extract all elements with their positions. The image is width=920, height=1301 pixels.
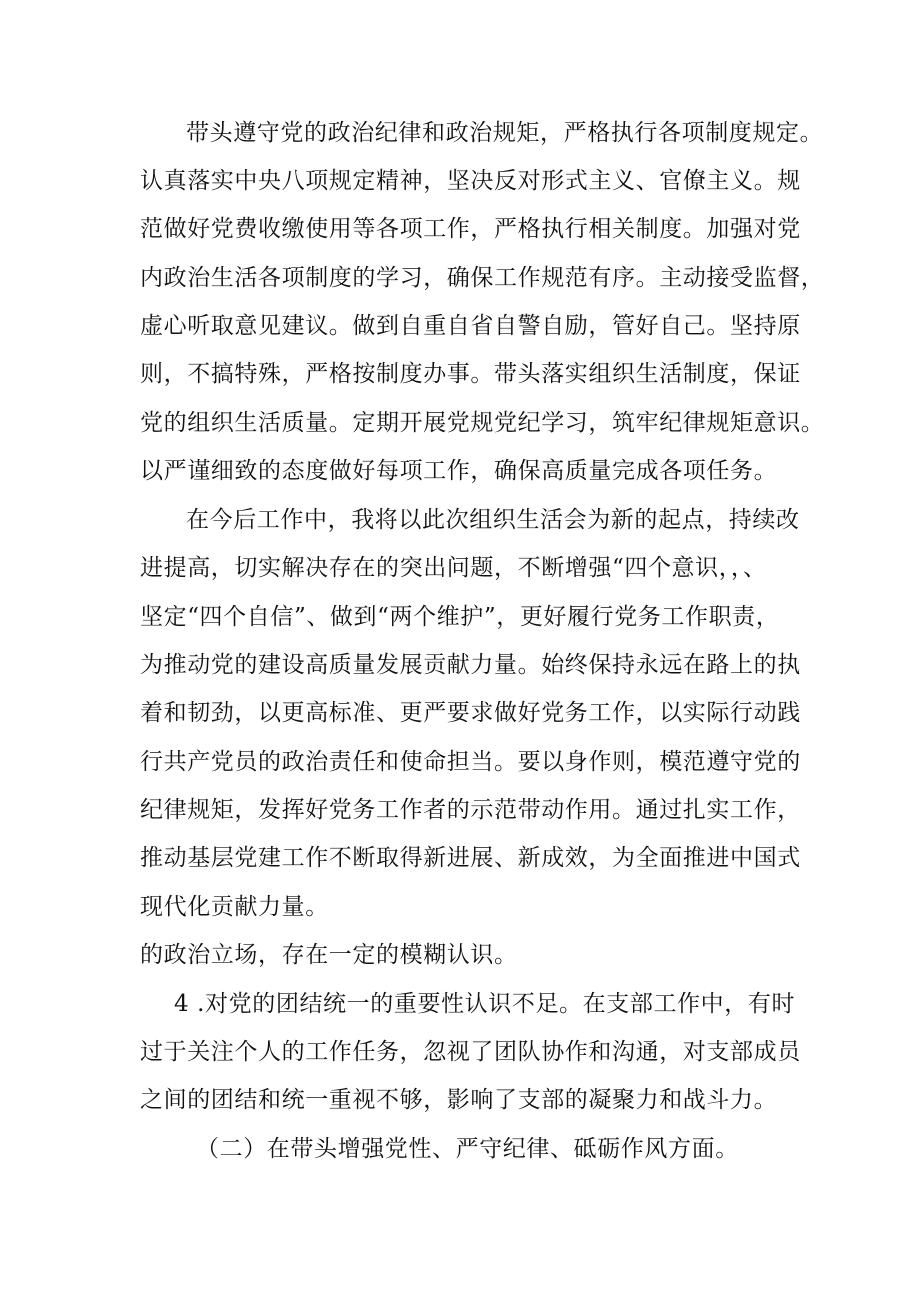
item-4-line-2: 过于关注个人的工作任务，忽视了团队协作和沟通，对支部成员 bbox=[140, 1039, 801, 1065]
paragraph-2-line-7: 纪律规矩，发挥好党务工作者的示范带动作用。通过扎实工作， bbox=[140, 797, 801, 823]
paragraph-1-line-3: 范做好党费收缴使用等各项工作，严格执行相关制度。加强对党 bbox=[140, 216, 801, 242]
paragraph-1-line-2: 认真落实中央八项规定精神，坚决反对形式主义、官僚主义。规 bbox=[140, 168, 801, 194]
paragraph-2-line-1: 在今后工作中，我将以此次组织生活会为新的起点，持续改 bbox=[186, 507, 800, 533]
paragraph-2-line-6: 行共产党员的政治责任和使命担当。要以身作则，模范遵守党的 bbox=[140, 749, 801, 775]
paragraph-2-line-5: 着和韧劲，以更高标准、更严要求做好党务工作，以实际行动践 bbox=[140, 700, 801, 726]
fragment-line: 的政治立场，存在一定的模糊认识。 bbox=[140, 942, 518, 968]
paragraph-1-line-4: 内政治生活各项制度的学习，确保工作规范有序。主动接受监督， bbox=[140, 265, 825, 291]
paragraph-2-line-4: 为推动党的建设高质量发展贡献力量。始终保持永远在路上的执 bbox=[140, 652, 801, 678]
item-4-line-3: 之间的团结和统一重视不够，影响了支部的凝聚力和战斗力。 bbox=[140, 1087, 778, 1113]
paragraph-2-line-8: 推动基层党建工作不断取得新进展、新成效，为全面推进中国式 bbox=[140, 845, 801, 871]
paragraph-1-line-5: 虚心听取意见建议。做到自重自省自警自励，管好自己。坚持原 bbox=[140, 313, 801, 339]
paragraph-2-line-3: 坚定“四个自信”、做到“两个维护”，更好履行党务工作职责， bbox=[140, 604, 780, 630]
paragraph-2-line-2: 进提高，切实解决存在的突出问题，不断增强“四个意识，，、 bbox=[140, 555, 767, 581]
section-heading: （二）在带头增强党性、严守纪律、砥砺作风方面。 bbox=[196, 1136, 739, 1162]
paragraph-1-line-7: 党的组织生活质量。定期开展党规党纪学习，筑牢纪律规矩意识。 bbox=[140, 410, 825, 436]
paragraph-1-line-1: 带头遵守党的政治纪律和政治规矩，严格执行各项制度规定。 bbox=[186, 120, 824, 146]
paragraph-1-line-6: 则，不搞特殊，严格按制度办事。带头落实组织生活制度，保证 bbox=[140, 361, 801, 387]
paragraph-2-line-9: 现代化贡献力量。 bbox=[140, 894, 329, 920]
item-4-line-1: 4 .对党的团结统一的重要性认识不足。在支部工作中，有时 bbox=[174, 991, 796, 1017]
paragraph-1-line-8: 以严谨细致的态度做好每项工作，确保高质量完成各项任务。 bbox=[140, 458, 778, 484]
